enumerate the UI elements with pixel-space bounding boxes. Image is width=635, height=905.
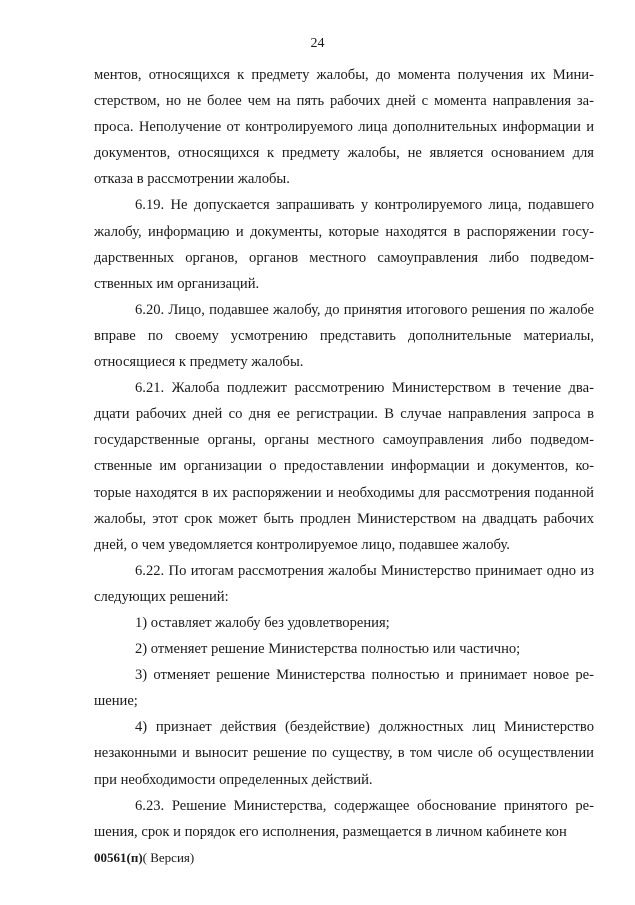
document-body	[94, 62, 594, 845]
list-item-4: 4) признает действия (бездействие) должностных лиц Министерство незаконными и выносит решение по существу, в том числе об осуществлении при необходимости определенных действий.	[94, 719, 594, 788]
list-item-3: 3) отменяет решение Министерства полностью и принимает новое решение;	[94, 667, 594, 710]
document-footer	[94, 850, 194, 866]
paragraph-6-21: 6.21. Жалоба подлежит рассмотрению Министерством в течение двадцати рабочих дней со дня ее регистрации. В случае направления запроса в государственные органы, органы местного самоуправления либо подведомственные им организации о предоставлении информации и документов, которые находятся в их распоряжении и необходимы для рассмотрения поданной жалобы, этот срок может быть продлен Министерством на двадцать рабочих дней, о чем уведомляется контролируемое лицо, подавшее жалобу.	[94, 380, 594, 553]
page-number: 24	[310, 36, 325, 51]
paragraph-6-19: 6.19. Не допускается запрашивать у контролируемого лица, подавшего жалобу, информацию и документы, которые находятся в распоряжении государственных органов, органов местного самоуправления либо подведомственных им организаций.	[94, 197, 594, 292]
document-code: 00561(п)	[94, 850, 143, 865]
list-item-2: 2) отменяет решение Министерства полностью или частично;	[135, 641, 521, 658]
paragraph-continuation: ментов, относящихся к предмету жалобы, до момента получения их Министерством, но не более чем на пять рабочих дней с момента направления запроса. Неполучение от контролируемого лица дополнительных информации и документов, относящихся к предмету жалобы, не является основанием для отказа в рассмотрении жалобы.	[94, 67, 594, 188]
list-item-1: 1) оставляет жалобу без удовлетворения;	[135, 614, 390, 631]
paragraph-6-22: 6.22. По итогам рассмотрения жалобы Министерство принимает одно из следующих решений:	[94, 562, 594, 605]
paragraph-6-20: 6.20. Лицо, подавшее жалобу, до принятия итогового решения по жалобе вправе по своему усмотрению представить дополнительные материалы, относящиеся к предмету жалобы.	[94, 301, 594, 371]
paragraph-6-23: 6.23. Решение Министерства, содержащее обоснование принятого решения, срок и порядок его исполнения, размещается в личном кабинете кон	[94, 797, 594, 840]
document-version: ( Версия)	[142, 850, 195, 865]
